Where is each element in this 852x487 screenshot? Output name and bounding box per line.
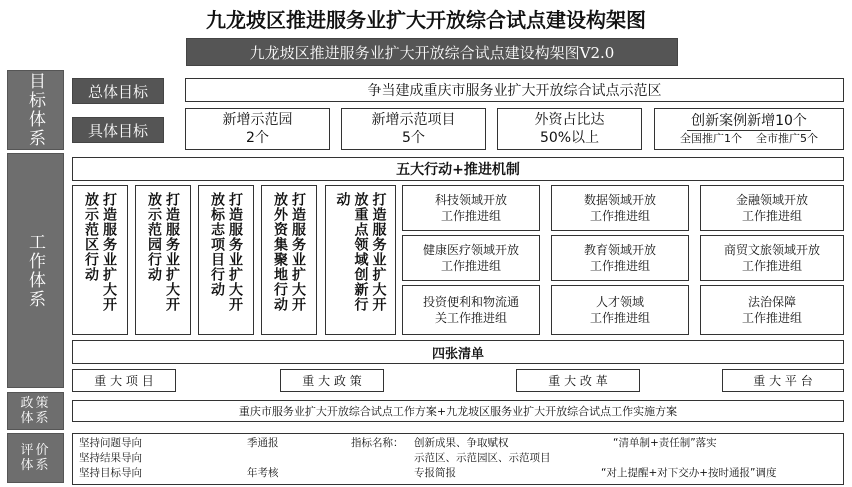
group-law-l1: 法治保障 xyxy=(747,295,796,309)
action-3 xyxy=(198,185,254,335)
group-law-l2: 工作推进组 xyxy=(741,311,802,325)
list-major-reforms-text: 重 大 改 革 xyxy=(548,374,608,388)
eval-review-quarterly: 季通报 xyxy=(247,437,279,449)
eval-orientation xyxy=(79,436,209,481)
specific-goal-1-line1: 新增示范园 xyxy=(222,112,293,128)
section-goal xyxy=(7,70,64,150)
group-commerce-l2: 工作推进组 xyxy=(741,259,802,273)
action-1-col2: 放示范区行动 xyxy=(83,192,99,282)
overall-goal-value: 争当建成重庆市服务业扩大开放综合试点示范区 xyxy=(367,83,662,99)
section-goal-label: 目标体系 xyxy=(25,72,45,148)
section-eval-label: 评价体系 xyxy=(20,443,51,473)
action-3-col1: 打造服务业扩大开 xyxy=(227,192,243,312)
group-health xyxy=(402,235,540,281)
eval-indicator-3: 专报简报 xyxy=(414,467,456,479)
specific-goal-label xyxy=(72,117,164,143)
specific-goal-4-promo xyxy=(680,131,818,147)
eval-review-annual: 年考核 xyxy=(247,467,279,479)
section-work xyxy=(7,153,64,388)
overall-goal-label xyxy=(72,78,164,104)
action-5-col2: 放重点领域创新行 xyxy=(352,192,369,312)
group-education-l2: 工作推进组 xyxy=(589,259,650,273)
work-header-text: 五大行动+推进机制 xyxy=(396,162,520,178)
page-title: 九龙坡区推进服务业扩大开放综合试点建设构架图 xyxy=(206,8,646,32)
action-1-col1: 打造服务业扩大开 xyxy=(101,192,117,312)
group-tech-l1: 科技领域开放 xyxy=(434,193,507,207)
work-header xyxy=(72,157,844,181)
version-banner-text: 九龙坡区推进服务业扩大开放综合试点建设构架图V2.0 xyxy=(249,43,615,62)
specific-goal-3 xyxy=(497,108,642,150)
eval-indicator-1: 创新成果、争取赋权 xyxy=(414,437,509,449)
specific-goal-3-line1: 外资占比达 xyxy=(534,112,605,128)
action-5 xyxy=(325,185,396,335)
section-policy-label: 政策体系 xyxy=(20,396,51,426)
action-4 xyxy=(261,185,317,335)
specific-goal-4-city: 全市推广5个 xyxy=(756,131,818,145)
eval-indicator-2: 示范区、示范园区、示范项目 xyxy=(414,452,551,464)
group-commerce xyxy=(700,235,844,281)
group-health-l1: 健康医疗领域开放 xyxy=(422,243,519,257)
group-data-l2: 工作推进组 xyxy=(589,209,650,223)
group-talent-l2: 工作推进组 xyxy=(589,311,650,325)
group-education-l1: 教育领域开放 xyxy=(583,243,656,257)
overall-goal-label-text: 总体目标 xyxy=(87,82,148,101)
version-banner xyxy=(186,38,678,66)
section-work-label: 工作体系 xyxy=(25,232,45,309)
specific-goal-1-line2: 2个 xyxy=(246,130,269,146)
group-investment-l2: 关工作推进组 xyxy=(434,311,507,325)
list-major-projects-text: 重 大 项 目 xyxy=(94,374,154,388)
eval-orient-goal: 坚持目标导向 xyxy=(79,467,142,479)
list-major-projects xyxy=(72,369,176,392)
action-2-col2: 放示范园行动 xyxy=(146,192,162,282)
group-investment-l1: 投资便利和物流通 xyxy=(422,295,519,309)
list-major-platforms xyxy=(722,369,844,392)
overall-goal-text xyxy=(185,78,844,102)
section-policy xyxy=(7,392,64,430)
action-4-col2: 放外资集聚地行动 xyxy=(272,192,288,312)
eval-method-1: “清单制+责任制”落实 xyxy=(613,437,717,449)
action-3-col2: 放标志项目行动 xyxy=(209,192,225,297)
eval-indicator-label: 指标名称： xyxy=(351,437,404,449)
group-finance-l2: 工作推进组 xyxy=(741,209,802,223)
list-major-reforms xyxy=(516,369,640,392)
action-4-col1: 打造服务业扩大开 xyxy=(290,192,306,312)
specific-goal-3-line2: 50%以上 xyxy=(539,130,600,146)
eval-methods xyxy=(601,436,843,481)
four-lists-header xyxy=(72,340,844,364)
action-1 xyxy=(72,185,128,335)
policy-text-box xyxy=(72,400,844,422)
four-lists-text: 四张清单 xyxy=(431,346,484,362)
group-tech xyxy=(402,185,540,231)
policy-text: 重庆市服务业扩大开放综合试点工作方案+九龙坡区服务业扩大开放综合试点工作实施方案 xyxy=(238,405,678,418)
specific-goal-4-line1: 创新案例新增10个 xyxy=(687,112,811,131)
group-commerce-l1: 商贸文旅领域开放 xyxy=(723,243,820,257)
eval-review xyxy=(247,436,317,481)
group-investment xyxy=(402,285,540,335)
eval-indicators xyxy=(414,436,614,481)
list-major-policies xyxy=(280,369,384,392)
list-major-policies-text: 重 大 政 策 xyxy=(302,374,362,388)
group-tech-l2: 工作推进组 xyxy=(440,209,501,223)
eval-panel xyxy=(72,433,844,485)
specific-goal-4 xyxy=(654,108,844,150)
group-data xyxy=(551,185,689,231)
specific-goal-2-line2: 5个 xyxy=(402,130,425,146)
group-finance-l1: 金融领域开放 xyxy=(735,193,808,207)
group-health-l2: 工作推进组 xyxy=(440,259,501,273)
specific-goal-2 xyxy=(341,108,486,150)
group-law xyxy=(700,285,844,335)
group-talent-l1: 人才领域 xyxy=(595,295,644,309)
eval-orient-result: 坚持结果导向 xyxy=(79,452,142,464)
group-talent xyxy=(551,285,689,335)
action-2 xyxy=(135,185,191,335)
action-2-col1: 打造服务业扩大开 xyxy=(164,192,180,312)
section-eval xyxy=(7,433,64,483)
specific-goal-label-text: 具体目标 xyxy=(87,121,148,140)
eval-orient-problem: 坚持问题导向 xyxy=(79,437,142,449)
group-finance xyxy=(700,185,844,231)
action-5-col3: 动 xyxy=(334,192,351,207)
eval-method-2: “对上提醒+对下交办+按时通报”调度 xyxy=(601,467,777,479)
group-data-l1: 数据领域开放 xyxy=(583,193,656,207)
specific-goal-1 xyxy=(185,108,330,150)
action-5-col1: 打造服务业扩大开 xyxy=(370,192,387,312)
group-education xyxy=(551,235,689,281)
specific-goal-4-national: 全国推广1个 xyxy=(680,131,742,145)
specific-goal-2-line1: 新增示范项目 xyxy=(371,112,456,128)
list-major-platforms-text: 重 大 平 台 xyxy=(753,374,813,388)
